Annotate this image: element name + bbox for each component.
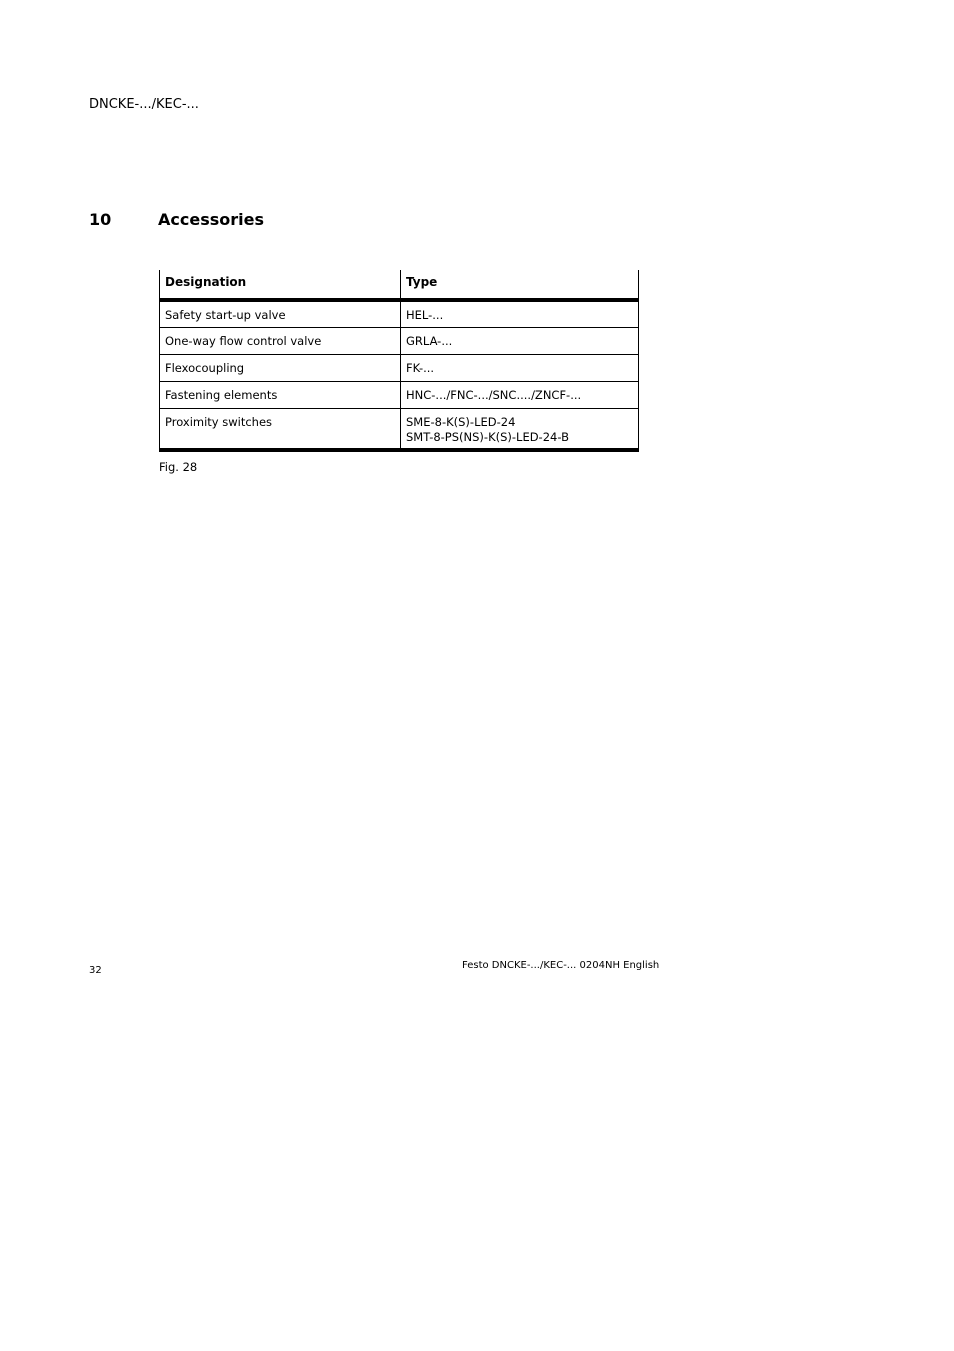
footer-text: Festo DNCKE-.../KEC-... 0204NH English xyxy=(462,960,660,971)
column-header-type: Type xyxy=(401,270,639,300)
accessories-table xyxy=(159,270,639,452)
running-header: DNCKE-.../KEC-... xyxy=(89,97,199,112)
type-cell xyxy=(401,354,639,381)
type-cell xyxy=(401,327,639,354)
designation-cell: Flexocoupling xyxy=(160,354,401,381)
column-header-designation: Designation xyxy=(160,270,401,300)
section-title: Accessories xyxy=(158,210,264,229)
page-number: 32 xyxy=(89,965,102,976)
section-number: 10 xyxy=(89,210,112,229)
type-line: HNC-.../FNC-.../SNC..../ZNCF-... xyxy=(406,387,582,402)
type-cell xyxy=(401,408,639,450)
figure-caption: Fig. 28 xyxy=(159,460,198,474)
type-line: FK-... xyxy=(406,360,435,375)
type-cell xyxy=(401,381,639,408)
table-row xyxy=(160,327,639,354)
designation-cell: One-way flow control valve xyxy=(160,327,401,354)
table-row xyxy=(160,300,639,327)
designation-cell: Proximity switches xyxy=(160,408,401,450)
designation-cell: Fastening elements xyxy=(160,381,401,408)
designation-cell: Safety start-up valve xyxy=(160,300,401,327)
type-cell xyxy=(401,300,639,327)
table-row xyxy=(160,408,639,450)
table-header-row xyxy=(160,270,639,300)
type-line: SMT-8-PS(NS)-K(S)-LED-24-B xyxy=(406,429,569,444)
table-row xyxy=(160,381,639,408)
type-line: SME-8-K(S)-LED-24 xyxy=(406,414,516,429)
type-line: HEL-... xyxy=(406,308,444,322)
type-line: GRLA-... xyxy=(406,333,453,348)
table-row xyxy=(160,354,639,381)
